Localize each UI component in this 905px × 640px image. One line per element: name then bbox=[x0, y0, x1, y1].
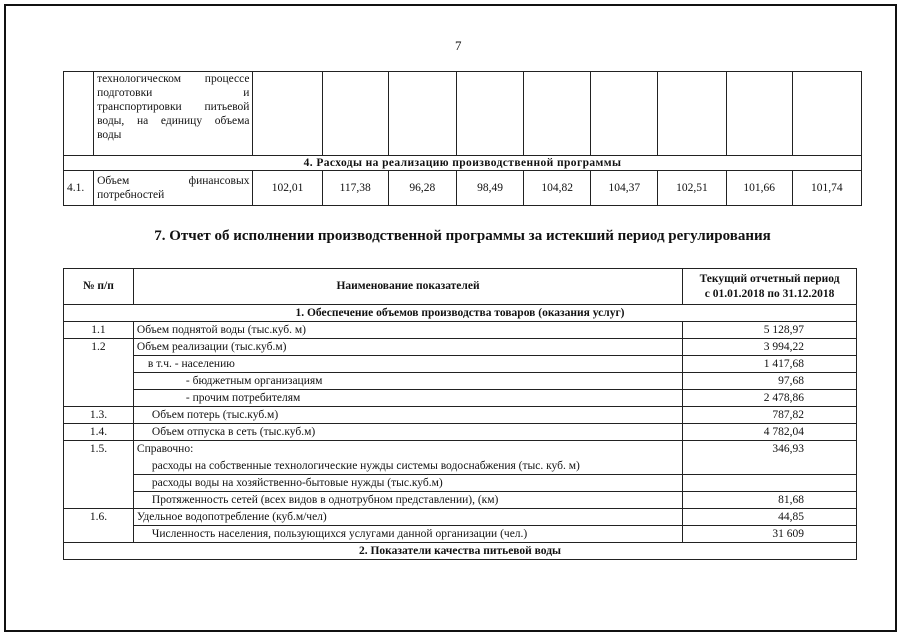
table-row: 1.1 Объем поднятой воды (тыс.куб. м) 5 128,97 bbox=[64, 322, 857, 339]
section-row bbox=[64, 543, 857, 560]
table-row bbox=[64, 72, 862, 156]
section-header-row bbox=[64, 156, 862, 171]
table-row: в т.ч. - населению 1 417,68 bbox=[64, 356, 857, 373]
page-number: 7 bbox=[455, 38, 462, 53]
continued-table bbox=[63, 71, 862, 206]
header-row bbox=[64, 269, 857, 305]
table-row: - бюджетным организациям 97,68 bbox=[64, 373, 857, 390]
table-row: Протяженность сетей (всех видов в однотрубном представлении), (км) 81,68 bbox=[64, 492, 857, 509]
value-cell: 102,51 bbox=[658, 171, 726, 206]
table-row: расходы воды на хозяйственно-бытовые нужды (тыс.куб.м) bbox=[64, 475, 857, 492]
section1-title: 1. Обеспечение объемов производства товаров (оказания услуг) bbox=[64, 305, 857, 322]
indicator-name: Объем финансовых потребностей bbox=[94, 171, 253, 206]
value-cell: 96,28 bbox=[388, 171, 456, 206]
table-row bbox=[64, 171, 862, 206]
table-row: 1.2 Объем реализации (тыс.куб.м) 3 994,22 bbox=[64, 339, 857, 356]
section7-title: 7. Отчет об исполнении производственной программы за истекший период регулирования bbox=[154, 228, 771, 244]
table-row: 1.4. Объем отпуска в сеть (тыс.куб.м) 4 782,04 bbox=[64, 424, 857, 441]
value-cell: 98,49 bbox=[456, 171, 523, 206]
table-row: Численность населения, пользующихся услугами данной организации (чел.) 31 609 bbox=[64, 526, 857, 543]
value-cell: 117,38 bbox=[322, 171, 388, 206]
table-row: 1.5. Справочно: 346,93 bbox=[64, 441, 857, 458]
table-row: 1.3. Объем потерь (тыс.куб.м) 787,82 bbox=[64, 407, 857, 424]
row-number: 4.1. bbox=[64, 171, 94, 206]
table-row: 1.6. Удельное водопотребление (куб.м/чел) 44,85 bbox=[64, 509, 857, 526]
indicator-name-continued: технологическом процессе подготовки и транспортировки питьевой воды, на единицу объема воды bbox=[94, 72, 253, 156]
table-row: - прочим потребителям 2 478,86 bbox=[64, 390, 857, 407]
section2-title: 2. Показатели качества питьевой воды bbox=[64, 543, 857, 560]
header-num: № п/п bbox=[64, 269, 134, 305]
report-table bbox=[63, 268, 857, 560]
section4-title: 4. Расходы на реализацию производственной программы bbox=[64, 156, 862, 171]
value-cell: 102,01 bbox=[253, 171, 322, 206]
section-row bbox=[64, 305, 857, 322]
header-name: Наименование показателей bbox=[133, 269, 682, 305]
header-period: Текущий отчетный период с 01.01.2018 по 31.12.2018 bbox=[683, 269, 857, 305]
value-cell: 104,37 bbox=[591, 171, 658, 206]
value-cell: 101,74 bbox=[792, 171, 861, 206]
value-cell: 101,66 bbox=[726, 171, 792, 206]
value-cell: 104,82 bbox=[524, 171, 591, 206]
table-row: расходы на собственные технологические нужды системы водоснабжения (тыс. куб. м) bbox=[64, 458, 857, 475]
